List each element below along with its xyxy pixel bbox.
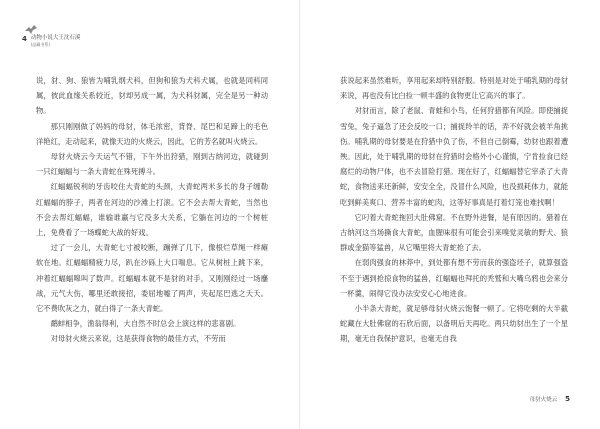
page-number: 5: [565, 395, 570, 403]
paragraph: 小半条大青蛇，就足够母豺火烧云饱餐一顿了。它将吃剩的大半截蛇藏在大肚佛窟的石欣后面，以备明后天再吃。两只幼豺出生了一个星期，毫无自我保护意识，也毫无自我: [340, 304, 568, 344]
paragraph: 获说起来虽然难听，享用起来却特别舒服。特别是对处于哺乳期的母豺来说，再也没有比白捡一顿丰盛的食物更让它高兴的事了。: [340, 76, 568, 101]
paragraph: 它叼着大青蛇拖回大肚佛窟。不在野外进餐，是有原因的。猎着在古纳河这当场撕食大青蛇，血腥味很有可能会引来嗅觉灵敏的野犬、狼群或金猫等猛兽，从它嘴里将大青蛇抢了去。: [340, 212, 568, 253]
series-subtitle: (品藏书系): [30, 42, 50, 47]
right-page: [300, 0, 600, 429]
page-header: [22, 35, 80, 47]
page-footer: [530, 395, 570, 403]
paragraph: 母豺火烧云今天运气不错，下午外出狩猎，刚到古纳河边，就碰到一只红蝠蝠与一条大青蛇在殊死搏斗。: [36, 152, 268, 177]
paragraph: 在弱肉强食的林莽中，到处都有想不劳而获的强盗坯子，就算强盗不至于遇到抢掠食物的猛兽，红蝠蝠也拜托的秃鹫和大嘴乌鸦也会来分一杯羹，闹得它没办法安安心心地进食。: [340, 258, 568, 298]
paragraph: 鹬蚌相争，渔翁得利，大自然不时总会上演这样的悲喜剧。: [50, 319, 241, 329]
paragraph: 那只刚刚做了妈妈的母豺，体毛浓密，背脊、尾巴和足蹄上的毛色洋艳红，走动起来，就像天边的火烧云，因此，它的芳名就叫火烧云。: [36, 121, 268, 146]
body-text: [340, 73, 568, 347]
paragraph: 过了一会儿，大青蛇七寸被咬断，蹦弹了几下，像根烂草绳一样瘫软在地。红蝠蝠精疲力尽，趴在沙砾上大口喘息。它从树桩上跳下来，冲着红蝠蝠嗥叫了数声。红蝠蝠本就不是豺的对手，又刚刚经过一场鏖战，元气大伤，哪里还敢接招，委屈地嘘了两声，夹起尾巴逃之夭夭。它不费吹灰之力，就白得了一条大青蛇。: [36, 243, 268, 314]
paragraph: 红蝠蝠锐利的牙齿咬住大青蛇的头颈，大青蛇两米多长的身子缠勒红蝠蝠的脖子，两者在河边的沙滩上打滚。它不会去帮大青蛇，当然也不会去帮红蝠蝠，谁输谁赢与它没多大关系，它躺在河边的一个树桩上，免费看了一场蝶蛇大战的好戏。: [36, 182, 268, 238]
footer-title: 母豺火烧云: [529, 397, 558, 403]
body-text: [36, 73, 268, 347]
page-number: 4: [22, 35, 27, 43]
series-title: 动物小说大王沈石溪: [30, 35, 81, 41]
paragraph: 对豺而言，除了老鼠、青蛙和小鸟，任何狩猎都有风险。即使捕捉雪兔，兔子逼急了还会反咬一口；捕捉羚羊的话，弄不好就会被羊角挑伤。哺乳期的母豺要是在狩猎中负了伤，不但自己倒霉，幼豺也跟着遭殃。因此，处于哺乳期的母豺在狩猎时会格外小心谨慎，宁肯捡食已经腐烂的动物尸体，也不去冒险打猎。现在好了，红蝠蝠替它宰杀了大青蛇，食物送来还新鲜，安安全全，没冒什么风险，也没损耗体力，就能吃到鲜美爽口、营养丰富的蛇肉，这等好事真是打着灯笼也难找啊！: [340, 106, 568, 207]
paragraph: 说，豺、狗、狼皆为哺乳纲犬科，但狗和狼为犬科犬属，也就是同科同属，彼此血缘关系较近，豺却另成一属，为犬科豺属，完全是另一种动物。: [36, 76, 268, 116]
paragraph: 对母豺火烧云来说，这是获得食物的最佳方式，不劳而: [50, 334, 226, 344]
